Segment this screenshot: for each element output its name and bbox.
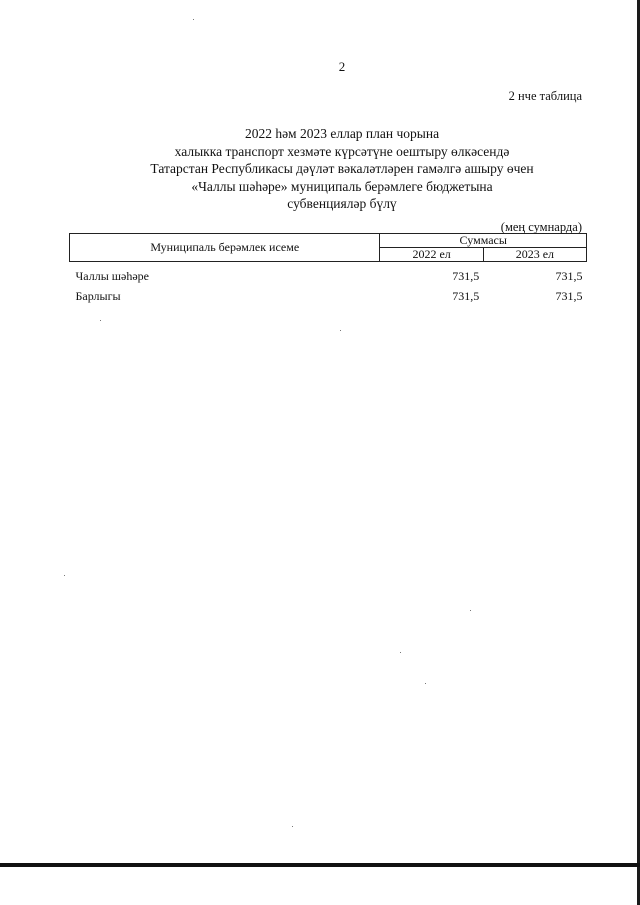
row-value-2023: 731,5 xyxy=(555,269,583,283)
column-header-name: Муниципаль берәмлек исеме xyxy=(70,234,380,262)
title-line: Татарстан Республикасы дәүләт вәкаләтләрен гамәлгә ашыру өчен xyxy=(150,161,534,176)
table-label: 2 нче таблица xyxy=(508,89,582,103)
scan-speck xyxy=(340,330,341,331)
document-title xyxy=(0,125,640,213)
row-value-2023: 731,5 xyxy=(555,289,583,303)
table-row-total xyxy=(70,286,587,306)
scan-speck xyxy=(425,683,426,684)
scan-speck xyxy=(470,610,471,611)
row-value-2022: 731,5 xyxy=(452,289,480,303)
row-value-2022: 731,5 xyxy=(452,269,480,283)
subvention-table xyxy=(69,233,587,306)
scan-speck xyxy=(400,652,401,653)
units-note: (мең сумнарда) xyxy=(500,220,582,234)
scan-speck xyxy=(193,19,194,20)
column-header-year-2023: 2023 ел xyxy=(483,248,586,262)
row-name: Чаллы шәһәре xyxy=(75,269,149,283)
table-row xyxy=(70,262,587,287)
scan-speck xyxy=(292,826,293,827)
scan-speck xyxy=(100,320,101,321)
title-line: халыкка транспорт хезмәте күрсәтүне оештыру өлкәсендә xyxy=(174,143,510,159)
title-line: субвенцияләр бүлү xyxy=(287,196,397,211)
column-header-sum: Суммасы xyxy=(380,234,587,248)
scan-speck xyxy=(64,575,65,576)
title-line: 2022 һәм 2023 еллар план чорына xyxy=(244,126,440,141)
title-line: «Чаллы шәһәре» муниципаль берәмлеге бюджетына xyxy=(191,178,493,194)
row-name: Барлыгы xyxy=(75,289,121,303)
scan-bottom-edge xyxy=(0,863,640,867)
page-number: 2 xyxy=(338,59,346,74)
column-header-year-2022: 2022 ел xyxy=(380,248,483,262)
